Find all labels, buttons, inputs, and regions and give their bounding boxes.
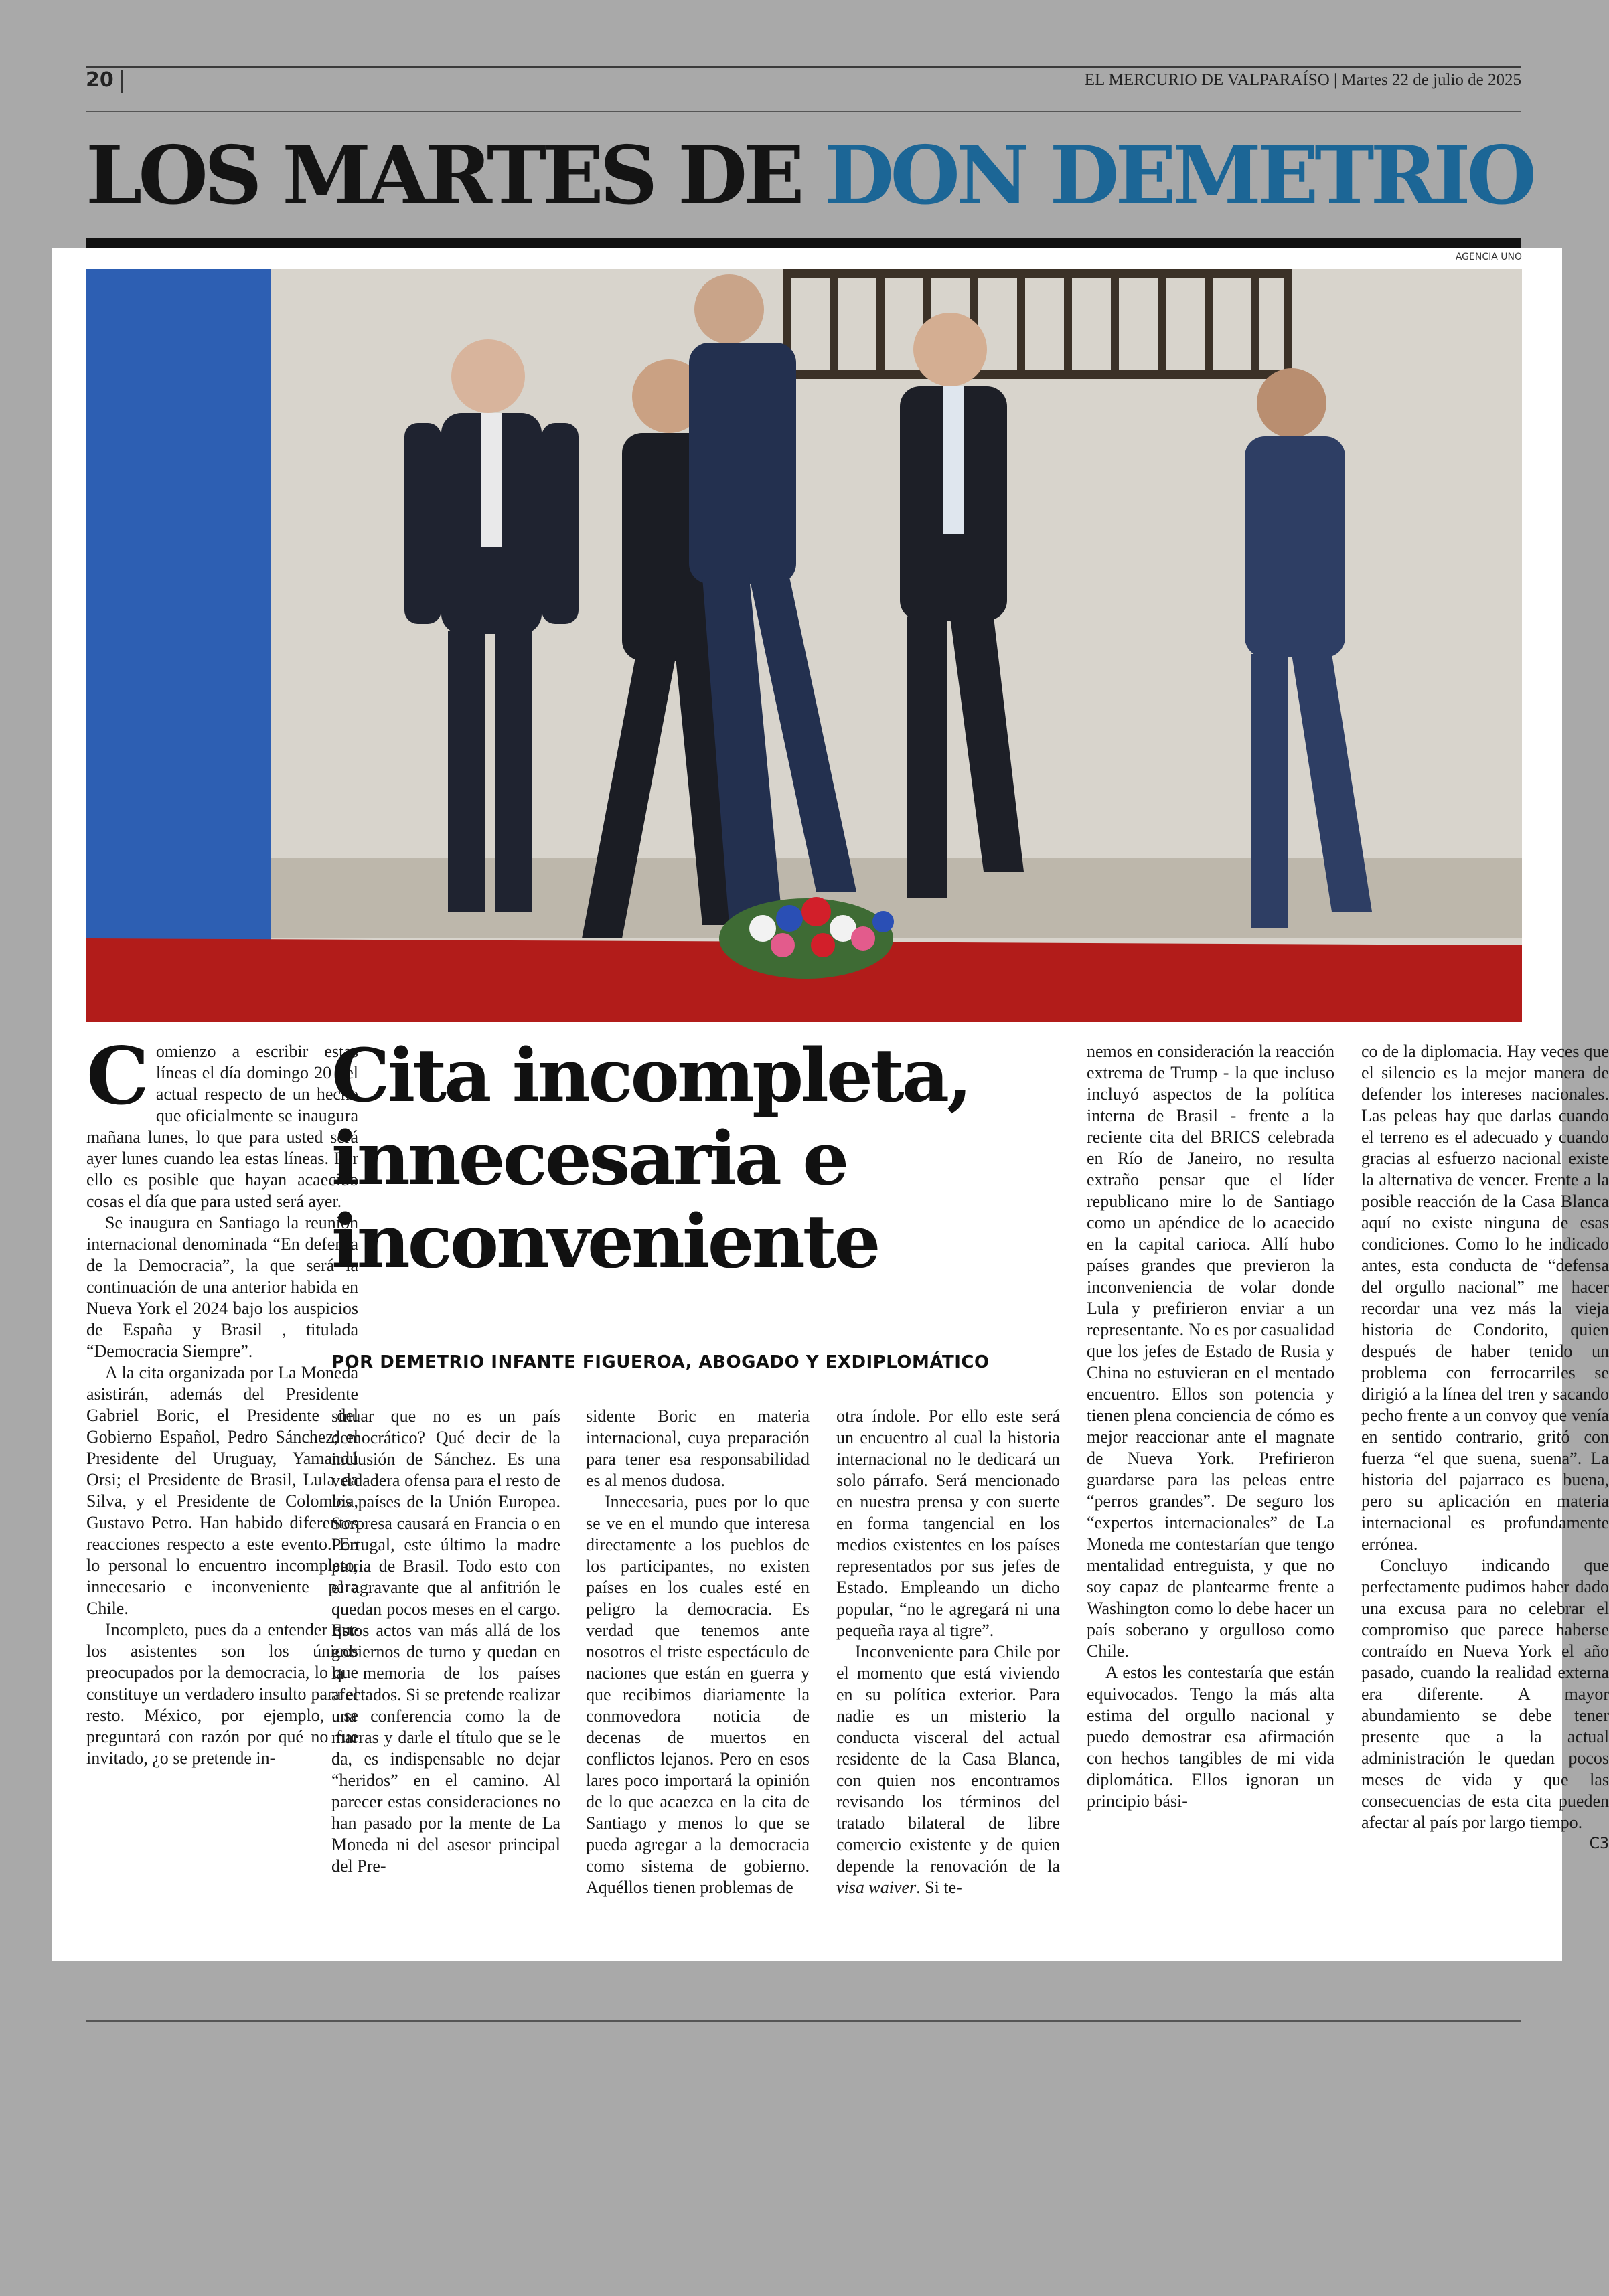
section-title (86, 126, 1533, 226)
paragraph-text: . Si te- (916, 1878, 962, 1897)
article-headline: Cita incompleta, innecesaria e inconveniente (331, 1032, 970, 1285)
section-title-rule (86, 238, 1521, 248)
drop-cap: C (86, 1030, 149, 1123)
article-column-2 (331, 1406, 560, 1877)
end-mark: C3 (1589, 1835, 1609, 1852)
blue-panel (86, 269, 271, 952)
header-bottom-rule (86, 111, 1521, 112)
photo-illustration (86, 269, 1522, 1022)
paragraph: A la cita organizada por La Moneda asistirán, además del Presidente Gabriel Boric, el Presidente del Gobierno Español, Pedro Sánchez; el Presidente del Uruguay, Yamandú Orsi; el Presidente de Brasil, Lula da Silva, y el Presidente de Colombia, Gustavo Petro. Han habido diferentes reacciones respecto a este evento. En lo personal lo encuentro incompleto, innecesario e inconveniente para Chile. (86, 1363, 358, 1618)
header-top-rule (86, 66, 1521, 68)
paragraph-text: Inconveniente para Chile por el momento que está viviendo en su política exterior. Para nadie es un misterio la conducta visceral del actual residente de la Casa Blanca, con quien nos encontramos revisando los términos del tratado bilateral de libre comercio existente y de quien depende la renovación de la (836, 1642, 1060, 1876)
paragraph: sinuar que no es un país democrático? Qué decir de la inclusión de Sánchez. Es una verdadera ofensa para el resto de los países de la Unión Europea. Sorpresa causará en Francia o en Portugal, este último la madre patria de Brasil. Todo esto con el agravante que al anfitrión le quedan pocos meses en el cargo. Estos actos van más allá de los gobiernos de turno y quedan en la memoria de los países afectados. Si se pretende realizar una conferencia como la de marras y darle el título que se le da, es indispensable no dejar “heridos” en el camino. Al parecer estas consideraciones no han pasado por la mente de La Moneda ni del asesor principal del Pre- (331, 1406, 560, 1876)
article-byline: POR DEMETRIO INFANTE FIGUEROA, ABOGADO Y EXDIPLOMÁTICO (331, 1352, 990, 1372)
article-photo (86, 269, 1522, 1022)
article-column-1 (86, 1030, 358, 1951)
page-number: 20 (86, 68, 114, 92)
paragraph: Innecesaria, pues por lo que se ve en el mundo que interesa directamente a los pueblos de los participantes, no existen países en los cuales esté en peligro la democracia. Es verdad que tenemos ante nosotros el triste espectáculo de naciones que están en guerra y que recibimos diariamente la conmovedora noticia de decenas de muertos en conflictos lejanos. Pero en esos lares poco importará la opinión de lo que acaezca en la cita de Santiago y menos lo que se pueda agregar a la democracia como sistema de gobierno. Aquéllos tienen problemas de (586, 1492, 810, 1897)
section-title-part2: DON DEMETRIO (824, 129, 1533, 223)
paragraph (1361, 1555, 1609, 1852)
article-column-4 (836, 1406, 1060, 1898)
article-panel (52, 248, 1609, 1961)
paragraph: A estos les contestaría que están equivocados. Tengo la más alta estima del orgullo nacional y puedo demostrar esa afirmación con hechos tangibles de mi vida diplomática. Ellos ignoran un principio bási- (1087, 1663, 1334, 1811)
paragraph: co de la diplomacia. Hay veces que el silencio es la mejor manera de defender los intereses nacionales. Las peleas hay que darlas cuando el terreno es el adecuado y cuando gracias al esfuerzo nacional existe la alternativa de vencer. Frente a la posible reacción de la Casa Blanca aquí no existe ninguna de esas condiciones. Como lo he indicado antes, esta conducta de “defensa del orgullo nacional” me hacer recordar una vez más la vieja historia de Condorito, quien después de haber tenido un problema con ferrocarriles se dirigió a la línea del tren y sacando pecho frente a un convoy que venía en sentido contrario, gritó con fuerza “el que suena, suena”. La historia del pajarraco es buena, pero su aplicación en materia internacional es profundamente errónea. (1361, 1042, 1609, 1554)
article-column-6 (1361, 1041, 1609, 1855)
dateline: EL MERCURIO DE VALPARAÍSO | Martes 22 de julio de 2025 (1084, 71, 1521, 89)
photo-credit: AGENCIA UNO (1455, 252, 1522, 262)
paragraph: nemos en consideración la reacción extrema de Trump - la que incluso incluyó aspectos de la política interna de Brasil - frente a la reciente cita del BRICS celebrada en Río de Janeiro, no resulta extraño pensar que el líder republicano mire lo de Santiago como un apéndice de lo acaecido en la capital carioca. Allí hubo países grandes que previeron la inconveniencia de volar donde Lula y prefirieron enviar a un representante. No es por casualidad que los jefes de Estado de Rusia y China no estuvieran en el mentado encuentro. Ellos son potencia y tienen plena conciencia de cómo es mejor reaccionar ante el magnate de Nueva York. Prefirieron guardarse para las peleas entre “perros grandes”. De seguro los “expertos internacionales” de La Moneda me contestarían que tengo mentalidad entreguista, y que no soy capaz de plantearme frente a Washington como lo debe hacer un país soberano y orgulloso como Chile. (1087, 1042, 1334, 1661)
page-number-separator: | (118, 67, 126, 94)
paragraph: omienzo a escribir estas líneas el día domingo 20 del actual respecto de un hecho que oficialmente se inaugura mañana lunes, lo que para usted será ayer lunes cuando lea estas líneas. Por ello es posible que hayan acaecido cosas el día que para usted será ayer. (86, 1042, 358, 1211)
paragraph: Se inaugura en Santiago la reunión internacional denominada “En defensa de la Democracia”, la que será la continuación de una anterior habida en Nueva York el 2024 bajo los auspicios de España y Brasil , titulada “Democracia Siempre”. (86, 1213, 358, 1361)
paragraph-text: Concluyo indicando que perfectamente pudimos haber dado una excusa para no celebrar el compromiso que parece haberse contraído en Nueva York el año pasado, cuando la realidad externa era diferente. A mayor abundamiento se debe tener presente que a la actual administración le quedan pocos meses de vida y que las consecuencias de esta cita pueden afectar al país por largo tiempo. (1361, 1556, 1609, 1832)
footer-rule (86, 2020, 1521, 2022)
italic-term: visa waiver (836, 1878, 917, 1897)
article-column-5 (1087, 1041, 1334, 1812)
article-column-3 (586, 1406, 810, 1898)
paragraph: Incompleto, pues da a entender que los asistentes son los únicos preocupados por la democracia, lo que constituye un verdadero insulto para el resto. México, por ejemplo, se preguntará con razón por qué no fue invitado, ¿o se pretende in- (86, 1620, 358, 1768)
paragraph: sidente Boric en materia internacional, cuya preparación para tener esa responsabilidad es al menos dudosa. (586, 1406, 810, 1490)
paragraph (836, 1641, 1060, 1898)
section-title-part1: LOS MARTES DE (86, 129, 825, 223)
paragraph: otra índole. Por ello este será un encuentro al cual la historia internacional no le dedicará un solo párrafo. Será mencionado en nuestra prensa y con suerte en forma tangencial en los medios existentes en los países representados por sus jefes de Estado. Empleando un dicho popular, “no le agregará ni una pequeña raya al tigre”. (836, 1406, 1060, 1640)
